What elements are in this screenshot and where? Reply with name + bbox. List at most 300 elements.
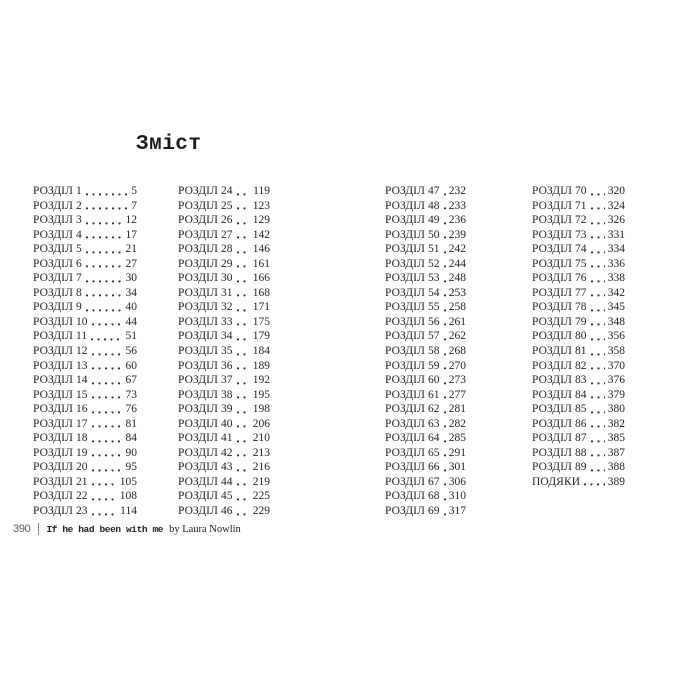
toc-entry-page: 268 bbox=[448, 345, 466, 358]
toc-entry-label: РОЗДІЛ 72 bbox=[532, 214, 587, 227]
dot-leader bbox=[444, 513, 446, 516]
dot-leader bbox=[92, 411, 123, 414]
dot-leader bbox=[444, 193, 446, 196]
toc-entry bbox=[178, 489, 270, 504]
toc-entry bbox=[33, 199, 137, 214]
toc-entry bbox=[385, 417, 466, 432]
toc-entry-page: 195 bbox=[252, 388, 270, 401]
toc-entry-page: 76 bbox=[125, 403, 137, 416]
toc-entry-page: 324 bbox=[607, 199, 625, 212]
toc-entry bbox=[532, 213, 625, 228]
dot-leader bbox=[237, 440, 250, 443]
toc-entry-page: 248 bbox=[448, 272, 466, 285]
dot-leader bbox=[591, 469, 605, 472]
toc-entry-label: РОЗДІЛ 71 bbox=[532, 199, 587, 212]
toc-entry bbox=[33, 257, 137, 272]
toc-entry-page: 17 bbox=[125, 228, 137, 241]
toc-entry-label: РОЗДІЛ 68 bbox=[385, 490, 440, 503]
dot-leader bbox=[237, 309, 250, 312]
toc-entry-label: РОЗДІЛ 3 bbox=[33, 214, 82, 227]
dot-leader bbox=[444, 280, 446, 283]
dot-leader bbox=[92, 440, 123, 443]
toc-entry-label: РОЗДІЛ 21 bbox=[33, 475, 88, 488]
toc-entry-page: 225 bbox=[252, 490, 270, 503]
toc-entry-page: 119 bbox=[253, 185, 270, 197]
toc-entry-label: РОЗДІЛ 69 bbox=[385, 505, 440, 518]
toc-entry-page: 123 bbox=[252, 199, 270, 212]
toc-entry-page: 306 bbox=[448, 475, 466, 488]
toc-entry-label: РОЗДІЛ 61 bbox=[385, 388, 440, 401]
dot-leader bbox=[86, 251, 123, 254]
dot-leader bbox=[591, 425, 605, 428]
toc-entry-page: 345 bbox=[607, 301, 625, 314]
toc-entry-page: 277 bbox=[448, 388, 466, 401]
toc-entry bbox=[532, 460, 625, 475]
toc-entry-label: РОЗДІЛ 46 bbox=[178, 505, 233, 518]
toc-entry bbox=[33, 228, 137, 243]
toc-entry bbox=[33, 388, 137, 403]
toc-entry-page: 301 bbox=[448, 461, 466, 474]
toc-entry-page: 105 bbox=[119, 475, 137, 488]
toc-entry bbox=[532, 417, 625, 432]
toc-entry-page: 348 bbox=[607, 315, 625, 328]
toc-entry-label: РОЗДІЛ 10 bbox=[33, 315, 88, 328]
toc-entry-label: РОЗДІЛ 64 bbox=[385, 432, 440, 445]
toc-entry-label: РОЗДІЛ 25 bbox=[178, 199, 233, 212]
toc-entry-label: РОЗДІЛ 22 bbox=[33, 490, 88, 503]
toc-entry-page: 30 bbox=[125, 272, 137, 285]
dot-leader bbox=[92, 396, 123, 399]
toc-entry-page: 317 bbox=[448, 505, 466, 518]
dot-leader bbox=[591, 236, 605, 239]
toc-column-1 bbox=[33, 184, 137, 519]
toc-entry-page: 168 bbox=[252, 286, 270, 299]
toc-entry bbox=[532, 184, 625, 199]
toc-entry bbox=[532, 315, 625, 330]
dot-leader bbox=[237, 222, 250, 225]
toc-entry bbox=[33, 315, 137, 330]
toc-column-4 bbox=[532, 184, 625, 489]
toc-entry bbox=[178, 475, 270, 490]
toc-entry-page: 385 bbox=[607, 432, 625, 445]
dot-leader bbox=[591, 222, 605, 225]
toc-entry-page: 210 bbox=[252, 432, 270, 445]
toc-entry bbox=[385, 402, 466, 417]
toc-entry bbox=[178, 373, 270, 388]
dot-leader bbox=[86, 294, 123, 297]
dot-leader bbox=[591, 396, 605, 399]
toc-entry bbox=[178, 431, 270, 446]
footer-book-title: If he had been with me bbox=[46, 523, 164, 535]
toc-entry-page: 129 bbox=[252, 214, 270, 227]
toc-entry-label: РОЗДІЛ 24 bbox=[178, 185, 233, 197]
dot-leader bbox=[591, 454, 605, 457]
toc-column-2 bbox=[178, 184, 270, 519]
dot-leader bbox=[591, 367, 605, 370]
toc-entry-label: РОЗДІЛ 12 bbox=[33, 345, 88, 358]
toc-entry-label: РОЗДІЛ 62 bbox=[385, 403, 440, 416]
toc-entry-label: ПОДЯКИ bbox=[532, 475, 581, 488]
dot-leader bbox=[237, 367, 250, 370]
toc-entry bbox=[178, 359, 270, 374]
dot-leader bbox=[237, 425, 250, 428]
toc-entry bbox=[532, 344, 625, 359]
toc-entry-label: РОЗДІЛ 54 bbox=[385, 286, 440, 299]
toc-entry bbox=[178, 286, 270, 301]
toc-entry bbox=[532, 475, 625, 490]
dot-leader bbox=[92, 513, 118, 516]
toc-entry-label: РОЗДІЛ 85 bbox=[532, 403, 587, 416]
dot-leader bbox=[237, 265, 250, 268]
dot-leader bbox=[444, 498, 446, 501]
dot-leader bbox=[92, 483, 117, 486]
toc-entry-page: 142 bbox=[252, 228, 270, 241]
toc-entry-page: 179 bbox=[252, 330, 270, 343]
toc-entry-page: 84 bbox=[125, 432, 137, 445]
toc-entry-label: РОЗДІЛ 88 bbox=[532, 446, 587, 459]
toc-entry bbox=[532, 359, 625, 374]
toc-entry-page: 233 bbox=[448, 199, 466, 212]
toc-entry-page: 379 bbox=[607, 388, 625, 401]
toc-entry-label: РОЗДІЛ 84 bbox=[532, 388, 587, 401]
toc-entry-label: РОЗДІЛ 82 bbox=[532, 359, 587, 372]
toc-entry bbox=[532, 242, 625, 257]
dot-leader bbox=[444, 338, 446, 341]
toc-entry-label: РОЗДІЛ 17 bbox=[33, 417, 88, 430]
dot-leader bbox=[86, 280, 123, 283]
toc-entry-label: РОЗДІЛ 31 bbox=[178, 286, 233, 299]
toc-entry-label: РОЗДІЛ 18 bbox=[33, 432, 88, 445]
toc-entry-label: РОЗДІЛ 52 bbox=[385, 257, 440, 270]
dot-leader bbox=[444, 396, 446, 399]
toc-entry-label: РОЗДІЛ 51 bbox=[385, 243, 440, 256]
toc-entry-label: РОЗДІЛ 57 bbox=[385, 330, 440, 343]
dot-leader bbox=[591, 440, 605, 443]
toc-entry-label: РОЗДІЛ 1 bbox=[33, 185, 82, 197]
toc-entry-page: 73 bbox=[125, 388, 137, 401]
dot-leader bbox=[86, 222, 123, 225]
dot-leader bbox=[591, 207, 605, 210]
toc-entry-label: РОЗДІЛ 47 bbox=[385, 185, 440, 197]
dot-leader bbox=[444, 367, 446, 370]
toc-entry-page: 166 bbox=[252, 272, 270, 285]
dot-leader bbox=[444, 454, 446, 457]
dot-leader bbox=[92, 353, 123, 356]
dot-leader bbox=[444, 440, 446, 443]
toc-entry bbox=[385, 446, 466, 461]
toc-entry-label: РОЗДІЛ 33 bbox=[178, 315, 233, 328]
toc-entry-label: РОЗДІЛ 55 bbox=[385, 301, 440, 314]
toc-entry bbox=[178, 460, 270, 475]
toc-entry bbox=[33, 475, 137, 490]
toc-entry bbox=[33, 373, 137, 388]
toc-entry bbox=[385, 359, 466, 374]
dot-leader bbox=[237, 280, 250, 283]
toc-entry bbox=[532, 257, 625, 272]
dot-leader bbox=[237, 338, 250, 341]
dot-leader bbox=[237, 251, 250, 254]
dot-leader bbox=[237, 396, 250, 399]
dot-leader bbox=[86, 265, 123, 268]
toc-entry-label: РОЗДІЛ 77 bbox=[532, 286, 587, 299]
dot-leader bbox=[444, 236, 446, 239]
toc-entry bbox=[178, 417, 270, 432]
toc-entry-label: РОЗДІЛ 73 bbox=[532, 228, 587, 241]
toc-entry bbox=[385, 504, 466, 519]
toc-entry-label: РОЗДІЛ 23 bbox=[33, 505, 88, 518]
toc-entry-label: РОЗДІЛ 27 bbox=[178, 228, 233, 241]
dot-leader bbox=[237, 513, 250, 516]
dot-leader bbox=[444, 425, 446, 428]
toc-entry bbox=[385, 475, 466, 490]
dot-leader bbox=[584, 483, 605, 486]
dot-leader bbox=[444, 411, 446, 414]
toc-entry bbox=[385, 213, 466, 228]
dot-leader bbox=[237, 353, 250, 356]
toc-entry-page: 175 bbox=[252, 315, 270, 328]
toc-entry-label: РОЗДІЛ 35 bbox=[178, 345, 233, 358]
toc-entry-page: 370 bbox=[607, 359, 625, 372]
toc-entry bbox=[33, 417, 137, 432]
toc-entry bbox=[33, 242, 137, 257]
page-footer bbox=[13, 521, 241, 537]
toc-entry bbox=[178, 388, 270, 403]
page-title: Зміст bbox=[136, 133, 202, 156]
toc-entry-page: 44 bbox=[125, 315, 137, 328]
toc-entry bbox=[178, 257, 270, 272]
toc-entry-page: 389 bbox=[607, 475, 625, 488]
dot-leader bbox=[92, 498, 117, 501]
toc-entry bbox=[532, 228, 625, 243]
toc-entry-page: 356 bbox=[607, 330, 625, 343]
toc-entry bbox=[33, 271, 137, 286]
toc-entry-page: 184 bbox=[252, 345, 270, 358]
toc-entry bbox=[178, 242, 270, 257]
toc-entry-page: 342 bbox=[607, 286, 625, 299]
toc-entry-page: 198 bbox=[252, 403, 270, 416]
toc-entry bbox=[532, 329, 625, 344]
toc-entry-page: 376 bbox=[607, 374, 625, 387]
dot-leader bbox=[86, 236, 123, 239]
toc-entry-page: 236 bbox=[448, 214, 466, 227]
toc-entry bbox=[385, 184, 466, 199]
toc-entry bbox=[178, 344, 270, 359]
toc-entry-page: 7 bbox=[131, 199, 137, 212]
toc-entry bbox=[385, 388, 466, 403]
toc-entry bbox=[385, 199, 466, 214]
toc-entry-label: РОЗДІЛ 26 bbox=[178, 214, 233, 227]
toc-entry-label: РОЗДІЛ 86 bbox=[532, 417, 587, 430]
dot-leader bbox=[444, 294, 446, 297]
toc-entry bbox=[33, 489, 137, 504]
toc-entry-label: РОЗДІЛ 20 bbox=[33, 461, 88, 474]
dot-leader bbox=[444, 323, 446, 326]
toc-entry bbox=[33, 213, 137, 228]
toc-entry-label: РОЗДІЛ 19 bbox=[33, 446, 88, 459]
toc-entry-page: 239 bbox=[448, 228, 466, 241]
toc-entry-label: РОЗДІЛ 53 bbox=[385, 272, 440, 285]
toc-entry-label: РОЗДІЛ 36 bbox=[178, 359, 233, 372]
toc-entry-label: РОЗДІЛ 49 bbox=[385, 214, 440, 227]
toc-entry-page: 387 bbox=[607, 446, 625, 459]
toc-entry-label: РОЗДІЛ 78 bbox=[532, 301, 587, 314]
toc-entry-label: РОЗДІЛ 15 bbox=[33, 388, 88, 401]
toc-entry-label: РОЗДІЛ 75 bbox=[532, 257, 587, 270]
toc-entry-label: РОЗДІЛ 80 bbox=[532, 330, 587, 343]
toc-entry bbox=[178, 199, 270, 214]
toc-entry-label: РОЗДІЛ 42 bbox=[178, 446, 233, 459]
dot-leader bbox=[92, 425, 123, 428]
toc-entry bbox=[532, 300, 625, 315]
toc-entry-page: 219 bbox=[252, 475, 270, 488]
toc-entry bbox=[33, 504, 137, 519]
toc-entry bbox=[385, 344, 466, 359]
dot-leader bbox=[86, 193, 128, 196]
toc-entry bbox=[33, 359, 137, 374]
toc-entry-page: 40 bbox=[125, 301, 137, 314]
toc-entry-label: РОЗДІЛ 79 bbox=[532, 315, 587, 328]
toc-entry bbox=[178, 300, 270, 315]
toc-entry-page: 380 bbox=[607, 403, 625, 416]
toc-entry bbox=[385, 315, 466, 330]
toc-entry-page: 60 bbox=[125, 359, 137, 372]
toc-entry bbox=[532, 286, 625, 301]
toc-entry-page: 261 bbox=[448, 315, 466, 328]
dot-leader bbox=[591, 251, 605, 254]
dot-leader bbox=[86, 309, 123, 312]
dot-leader bbox=[591, 309, 605, 312]
toc-entry bbox=[385, 431, 466, 446]
toc-entry bbox=[532, 402, 625, 417]
footer-divider bbox=[38, 523, 39, 535]
toc-entry-page: 336 bbox=[607, 257, 625, 270]
dot-leader bbox=[237, 411, 250, 414]
dot-leader bbox=[444, 469, 446, 472]
dot-leader bbox=[237, 483, 250, 486]
toc-entry-page: 171 bbox=[252, 301, 270, 314]
footer-author: by Laura Nowlin bbox=[169, 523, 241, 535]
toc-entry-page: 242 bbox=[448, 243, 466, 256]
dot-leader bbox=[591, 294, 605, 297]
toc-entry-page: 281 bbox=[448, 403, 466, 416]
toc-entry bbox=[532, 388, 625, 403]
toc-entry-label: РОЗДІЛ 38 bbox=[178, 388, 233, 401]
toc-entry bbox=[385, 242, 466, 257]
toc-entry-page: 5 bbox=[131, 185, 137, 197]
toc-entry-page: 189 bbox=[252, 359, 270, 372]
dot-leader bbox=[444, 353, 446, 356]
dot-leader bbox=[591, 382, 605, 385]
toc-entry-label: РОЗДІЛ 37 bbox=[178, 374, 233, 387]
dot-leader bbox=[86, 207, 128, 210]
dot-leader bbox=[92, 382, 123, 385]
toc-entry bbox=[33, 184, 137, 199]
dot-leader bbox=[237, 236, 250, 239]
toc-entry-label: РОЗДІЛ 5 bbox=[33, 243, 82, 256]
dot-leader bbox=[92, 323, 123, 326]
toc-entry-page: 108 bbox=[119, 490, 137, 503]
dot-leader bbox=[237, 498, 250, 501]
toc-entry-label: РОЗДІЛ 28 bbox=[178, 243, 233, 256]
toc-entry-page: 253 bbox=[448, 286, 466, 299]
toc-entry-page: 192 bbox=[252, 374, 270, 387]
toc-entry-label: РОЗДІЛ 29 bbox=[178, 257, 233, 270]
dot-leader bbox=[444, 309, 446, 312]
dot-leader bbox=[91, 338, 122, 341]
toc-entry-page: 51 bbox=[125, 330, 137, 343]
toc-entry bbox=[178, 446, 270, 461]
toc-entry bbox=[178, 213, 270, 228]
toc-entry bbox=[385, 300, 466, 315]
toc-entry-page: 114 bbox=[120, 505, 137, 518]
toc-entry-page: 338 bbox=[607, 272, 625, 285]
toc-entry-page: 56 bbox=[125, 345, 137, 358]
dot-leader bbox=[591, 193, 605, 196]
toc-entry bbox=[532, 446, 625, 461]
toc-entry-label: РОЗДІЛ 6 bbox=[33, 257, 82, 270]
toc-entry-label: РОЗДІЛ 70 bbox=[532, 185, 587, 197]
toc-entry-page: 216 bbox=[252, 461, 270, 474]
toc-entry-page: 282 bbox=[448, 417, 466, 430]
dot-leader bbox=[237, 469, 250, 472]
toc-entry-page: 90 bbox=[125, 446, 137, 459]
toc-entry-page: 310 bbox=[448, 490, 466, 503]
toc-entry bbox=[385, 286, 466, 301]
toc-entry-page: 27 bbox=[125, 257, 137, 270]
toc-entry bbox=[385, 257, 466, 272]
toc-entry bbox=[385, 373, 466, 388]
toc-entry bbox=[33, 300, 137, 315]
toc-entry-label: РОЗДІЛ 7 bbox=[33, 272, 82, 285]
toc-entry-label: РОЗДІЛ 39 bbox=[178, 403, 233, 416]
toc-entry bbox=[178, 271, 270, 286]
toc-entry bbox=[532, 199, 625, 214]
toc-entry-page: 34 bbox=[125, 286, 137, 299]
toc-entry bbox=[33, 460, 137, 475]
toc-entry bbox=[178, 504, 270, 519]
toc-entry-page: 244 bbox=[448, 257, 466, 270]
toc-entry-page: 81 bbox=[125, 417, 137, 430]
toc-entry bbox=[385, 271, 466, 286]
toc-entry-page: 273 bbox=[448, 374, 466, 387]
dot-leader bbox=[444, 207, 446, 210]
toc-entry bbox=[33, 446, 137, 461]
toc-entry-label: РОЗДІЛ 83 bbox=[532, 374, 587, 387]
toc-entry-label: РОЗДІЛ 16 bbox=[33, 403, 88, 416]
dot-leader bbox=[92, 469, 123, 472]
toc-entry bbox=[178, 315, 270, 330]
toc-entry bbox=[532, 431, 625, 446]
toc-entry-label: РОЗДІЛ 13 bbox=[33, 359, 88, 372]
toc-entry-label: РОЗДІЛ 50 bbox=[385, 228, 440, 241]
toc-entry-page: 67 bbox=[125, 374, 137, 387]
toc-entry-label: РОЗДІЛ 63 bbox=[385, 417, 440, 430]
dot-leader bbox=[591, 338, 605, 341]
toc-entry bbox=[33, 286, 137, 301]
toc-entry-label: РОЗДІЛ 81 bbox=[532, 345, 587, 358]
dot-leader bbox=[444, 265, 446, 268]
toc-entry-label: РОЗДІЛ 66 bbox=[385, 461, 440, 474]
toc-entry-page: 262 bbox=[448, 330, 466, 343]
dot-leader bbox=[444, 382, 446, 385]
dot-leader bbox=[591, 353, 605, 356]
toc-entry-page: 382 bbox=[607, 417, 625, 430]
toc-entry-label: РОЗДІЛ 4 bbox=[33, 228, 82, 241]
toc-entry bbox=[33, 431, 137, 446]
toc-entry-page: 213 bbox=[252, 446, 270, 459]
toc-entry-page: 146 bbox=[252, 243, 270, 256]
toc-entry bbox=[178, 228, 270, 243]
